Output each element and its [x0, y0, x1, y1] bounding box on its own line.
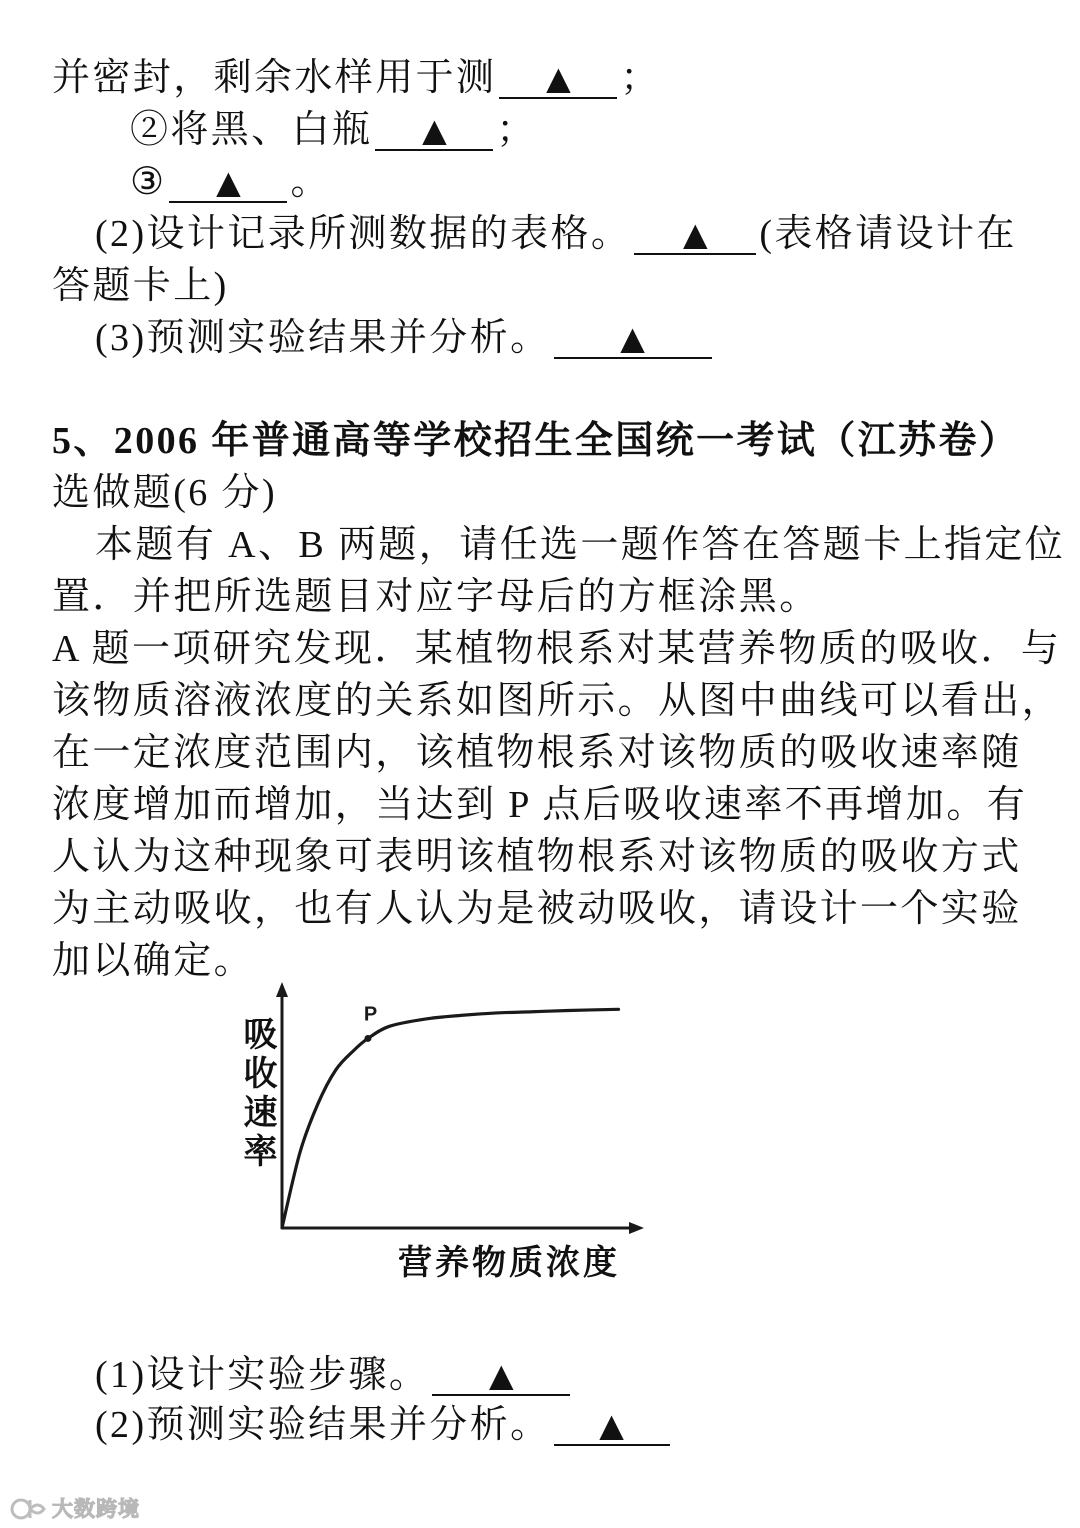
problem-line: 浓度增加而增加，当达到 P 点后吸收速率不再增加。有 — [52, 784, 1028, 826]
answer-blank: ▲ — [634, 208, 756, 255]
answer-blank: ▲ — [432, 1349, 570, 1396]
absorption-chart — [230, 970, 670, 1250]
point-p-marker — [364, 1035, 371, 1042]
problem-line: 为主动吸收，也有人认为是被动吸收，请设计一个实验 — [52, 888, 1022, 930]
line-tail: (表格请设计在 — [759, 213, 1017, 255]
instruction-line: 置．并把所选题目对应字母后的方框涂黑。 — [52, 576, 820, 618]
text-line — [130, 156, 331, 208]
y-axis-arrow — [276, 982, 288, 997]
line-tail: 。 — [290, 161, 331, 203]
text-line — [95, 1349, 573, 1401]
answer-blank: ▲ — [499, 52, 617, 99]
text-line — [95, 312, 715, 364]
line-tail: ； — [620, 57, 661, 99]
answer-blank: ▲ — [169, 156, 287, 203]
point-p-label: P — [363, 1003, 378, 1026]
line-text: (2)设计记录所测数据的表格。 — [95, 213, 632, 255]
line-text: 答题卡上) — [52, 265, 229, 307]
problem-line: 该物质溶液浓度的关系如图所示。从图中曲线可以看出， — [52, 680, 1063, 722]
watermark-text: 大数跨境 — [52, 1497, 140, 1521]
text-line — [95, 208, 1017, 260]
line-text: ③ — [130, 161, 167, 203]
instruction-line: 本题有 A、B 两题，请任选一题作答在答题卡上指定位 — [95, 524, 1066, 566]
watermark-logo — [8, 1495, 50, 1523]
line-text: (2)预测实验结果并分析。 — [95, 1404, 551, 1446]
y-axis-label: 吸收速率 — [238, 1016, 276, 1172]
problem-line: 人认为这种现象可表明该植物根系对该物质的吸收方式 — [52, 836, 1022, 878]
line-text: (1)设计实验步骤。 — [95, 1354, 430, 1396]
text-line — [52, 52, 661, 104]
answer-blank: ▲ — [554, 1399, 670, 1446]
x-axis-label: 营养物质浓度 — [398, 1244, 620, 1282]
line-text: (3)预测实验结果并分析。 — [95, 317, 551, 359]
line-text: 并密封，剩余水样用于测 — [52, 57, 497, 99]
problem-line: 加以确定。 — [52, 940, 255, 982]
text-line — [52, 260, 229, 312]
section-label: 选做题(6 分) — [52, 472, 278, 514]
question-heading: 5、2006 年普通高等学校招生全国统一考试（江苏卷） — [52, 420, 1020, 462]
answer-blank: ▲ — [554, 312, 712, 359]
line-tail: ； — [496, 109, 537, 151]
absorption-rate-curve — [282, 1009, 619, 1228]
answer-blank: ▲ — [375, 104, 493, 151]
line-text: ②将黑、白瓶 — [130, 109, 373, 151]
problem-line: 在一定浓度范围内，该植物根系对该物质的吸收速率随 — [52, 732, 1022, 774]
text-line — [95, 1399, 673, 1451]
x-axis-arrow — [629, 1222, 644, 1234]
problem-line: A 题一项研究发现．某植物根系对某营养物质的吸收．与 — [52, 628, 1062, 670]
text-line — [130, 104, 537, 156]
